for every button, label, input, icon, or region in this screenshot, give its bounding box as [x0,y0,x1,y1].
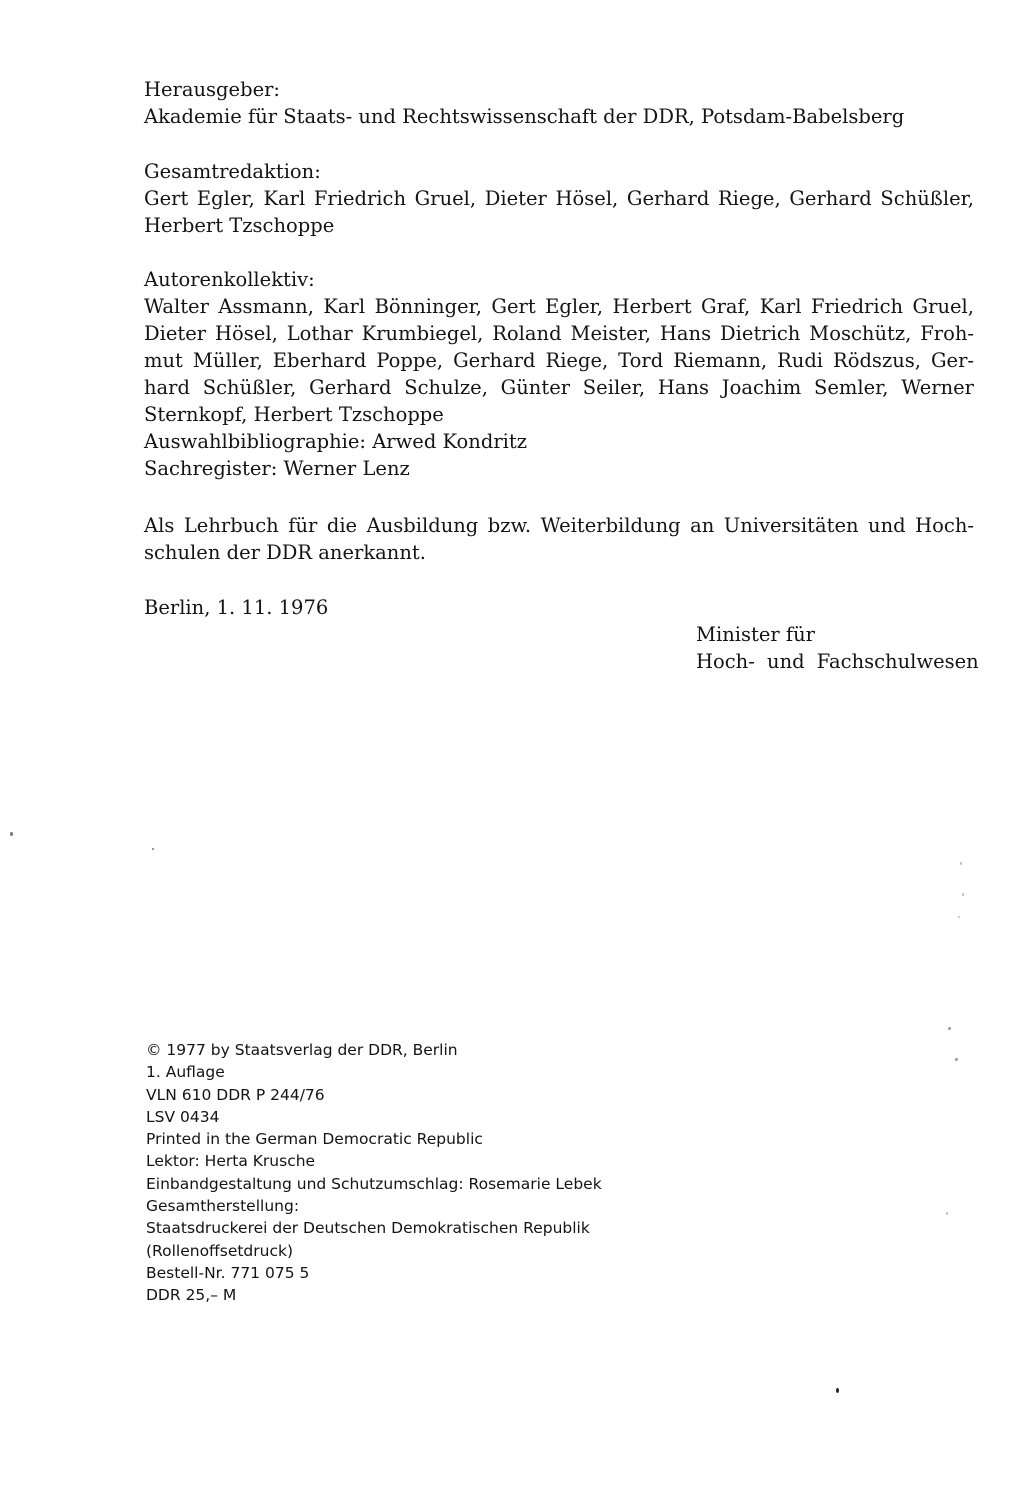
imprint-line: (Rollenoffsetdruck) [146,1241,294,1260]
editors-label: Gesamtredaktion: [144,160,321,183]
scan-speck [10,832,13,836]
scan-speck [955,1058,958,1061]
imprint-line: VLN 610 DDR P 244/76 [146,1085,325,1104]
place-date-text: Berlin, 1. 11. 1976 [144,596,329,619]
imprint-line: LSV 0434 [146,1107,220,1126]
imprint-line: Bestell-Nr. 771 075 5 [146,1263,310,1282]
imprint-line: Printed in the German Democratic Republic [146,1130,483,1149]
imprint-line: 1. Auflage [146,1063,225,1082]
editors-section [144,158,974,239]
imprint-details [146,1039,746,1307]
imprint-line: Staatsdruckerei der Deutschen Demokratischen Republik [146,1219,590,1238]
authors-line: hard Schüßler, Gerhard Schulze, Günter Seiler, Hans Joachim Semler, Werner [144,376,974,399]
approval-line: Als Lehrbuch für die Ausbildung bzw. Weiterbildung an Universitäten und Hoch- [144,514,974,537]
imprint-line: DDR 25,– M [146,1286,237,1305]
signatory [696,621,986,675]
imprint-line: Gesamtherstellung: [146,1197,300,1216]
imprint-line: Lektor: Herta Krusche [146,1152,316,1171]
publisher-value: Akademie für Staats- und Rechtswissenschaft der DDR, Potsdam-Babelsberg [144,105,905,128]
scan-speck [962,893,964,896]
imprint-line: Einbandgestaltung und Schutzumschlag: Rosemarie Lebek [146,1174,602,1193]
editors-line: Herbert Tzschoppe [144,214,335,237]
signatory-line: Minister für [696,623,815,646]
approval-line: schulen der DDR anerkannt. [144,541,426,564]
authors-line: Sternkopf, Herbert Tzschoppe [144,403,444,426]
authors-line: Walter Assmann, Karl Bönninger, Gert Egler, Herbert Graf, Karl Friedrich Gruel, [144,295,974,318]
place-date [144,594,974,621]
scan-speck [152,848,154,850]
scan-speck [946,1212,948,1215]
imprint-line: © 1977 by Staatsverlag der DDR, Berlin [146,1041,458,1059]
bibliography-credit: Auswahlbibliographie: Arwed Kondritz [144,430,528,453]
publisher-section [144,76,974,130]
editors-line: Gert Egler, Karl Friedrich Gruel, Dieter Hösel, Gerhard Riege, Gerhard Schüßler, [144,187,974,210]
authors-line: Dieter Hösel, Lothar Krumbiegel, Roland Meister, Hans Dietrich Moschütz, Froh- [144,322,974,345]
publisher-label: Herausgeber: [144,78,280,101]
signatory-line: Hoch- und Fachschulwesen [696,650,979,673]
index-credit: Sachregister: Werner Lenz [144,457,410,480]
scan-speck [948,1027,951,1030]
authors-line: mut Müller, Eberhard Poppe, Gerhard Riege, Tord Riemann, Rudi Rödszus, Ger- [144,349,974,372]
authors-section [144,266,974,482]
approval-statement [144,512,974,566]
scan-speck [836,1388,839,1393]
authors-label: Autorenkollektiv: [144,268,315,291]
scan-speck [958,916,960,918]
scan-speck [960,862,962,865]
